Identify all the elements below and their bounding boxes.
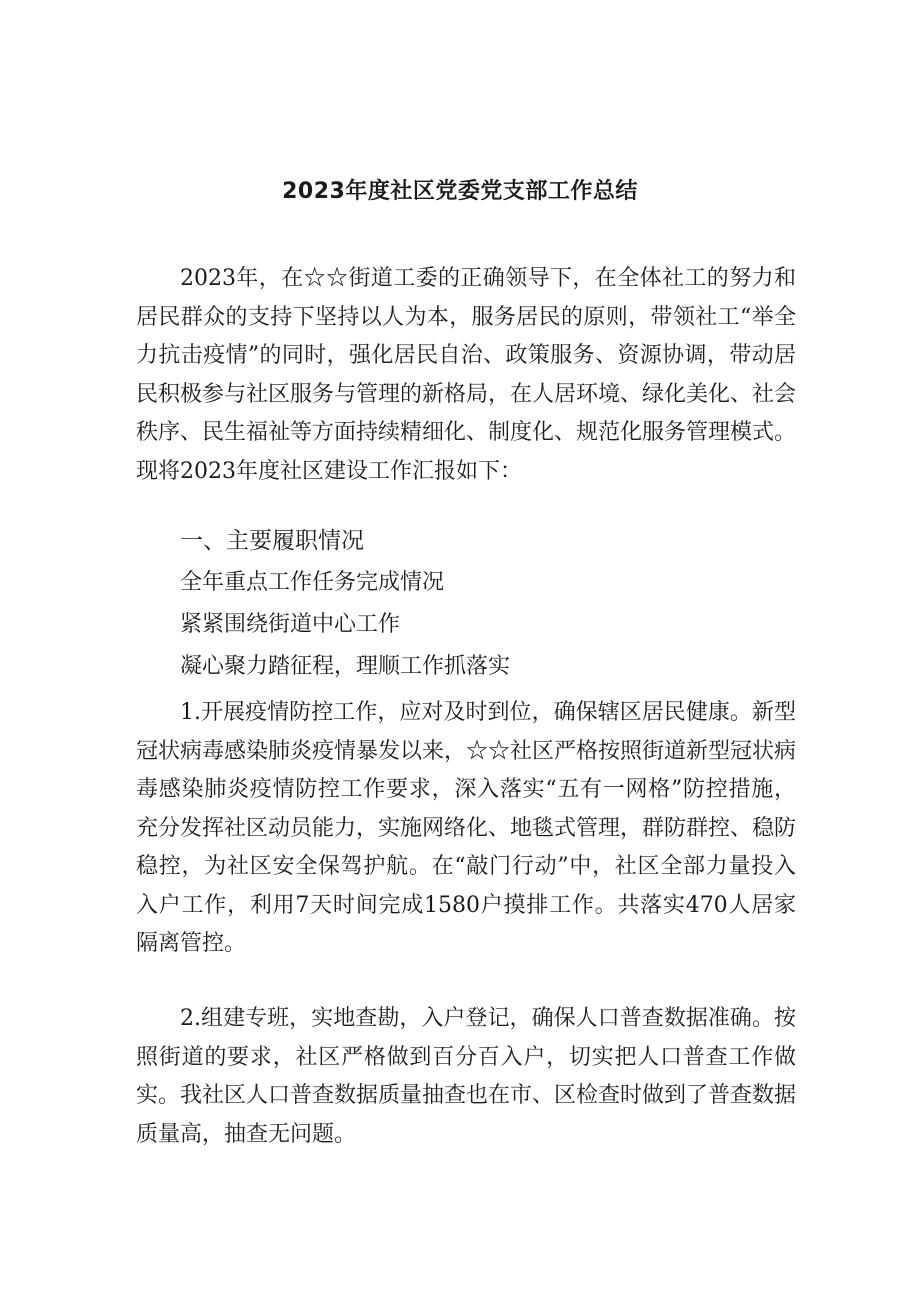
item-2-paragraph: 2.组建专班，实地查勘，入户登记，确保人口普查数据准确。按照街道的要求，社区严格做到百分百入户，切实把人口普查工作做实。我社区人口普查数据质量抽查也在市、区检查时做到了普查数据质量高，抽查无问题。: [136, 1006, 797, 1147]
document-title: 2023年度社区党委党支部工作总结: [282, 179, 638, 204]
subheading-3: 凝心聚力踏征程，理顺工作抓落实: [180, 654, 511, 679]
subheading-1: 全年重点工作任务完成情况: [180, 570, 445, 595]
item-1-paragraph: 1.开展疫情防控工作，应对及时到位，确保辖区居民健康。新型冠状病毒感染肺炎疫情暴发以来，☆☆社区严格按照街道新型冠状病毒感染肺炎疫情防控工作要求，深入落实“五有一网格”防控措施，充分发挥社区动员能力，实施网络化、地毯式管理，群防群控、稳防稳控，为社区安全保驾护航。在“敲门行动”中，社区全部力量投入入户工作，利用7天时间完成1580户摸排工作。共落实470人居家隔离管控。: [136, 700, 797, 956]
section-heading: 一、主要履职情况: [180, 528, 364, 554]
subheading-2: 紧紧围绕街道中心工作: [180, 612, 401, 637]
intro-paragraph: 2023年，在☆☆街道工委的正确领导下，在全体社工的努力和居民群众的支持下坚持以人为本，服务居民的原则，带领社工“举全力抗击疫情”的同时，强化居民自治、政策服务、资源协调，带动居民积极参与社区服务与管理的新格局，在人居环境、绿化美化、社会秩序、民生福祉等方面持续精细化、制度化、规范化服务管理模式。现将2023年度社区建设工作汇报如下：: [136, 266, 797, 484]
